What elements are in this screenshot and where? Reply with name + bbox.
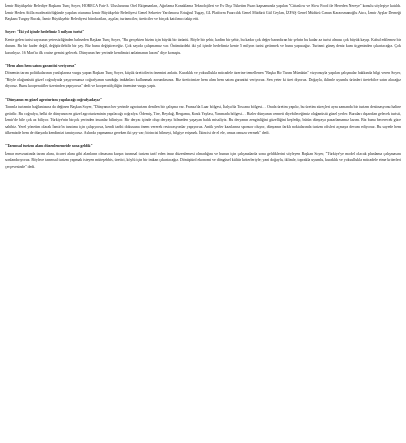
section-heading-tourism-goal: Soyer: "İki yıl içinde hedefimiz 5 milyon turist" — [5, 30, 85, 35]
section-body-zoning: İzmar mevzuatında tarım alanı, ticaret alanı gibi alanların olmasına karşın tarımsal turizm tarif eden imar düzenlemesi olmadığını ve bunun için çalışmalarda sona geldiklerini söyleyen Başkan Soyer, "Türkiye'ye model olacak planlama çalışmasını sonlandırıyoruz. Böylece tarımsal turizm yapmak isteyen müteşebbis, üretici, köylü için bir imkan çıkartacağız. Dönüştürd ekonomi ve döngüsel kültür kriterleriyle; yani doğayla, iklimle, toprakla uyumlu, kuraklık ve yoksullukla mücadele eime kriterleri çerçevesinde" dedi. — [5, 151, 401, 169]
section-heading-purchase-guarantee: "Hem alım hem satım garantisi veriyoruz" — [5, 63, 77, 68]
section-body-tourism-goal: Kente gelen turist sayısının yetersizliğinden bahseden Başkan Tunç Soyer, "Bu gerçekten bizim için büyük bir üzüntü. Böyle bir şehir, kadim bir şehir, bu kadar çok değer barındıran bir şehrin bu kadar az turist alması çok büyük kayıp. Kabul edilemez bir durum. Bu bir kader değil, değiştirilebilir bir şey. Biz bunu değiştireceğiz. Çok sayıda çalışmamız var. Önümüzdeki iki yıl içinde hedefimiz kente 5 milyon turist getirmek ve bunu yapacağız. Turizmi güneş deniz kum üçgeninden çıkartacağız. Çok kararlıyız. 16 Mart'ta ilk cruise gemisi gelecek. Dünyanın her yerinde kendimizi anlatmanın lazım" diye konuştu. — [5, 37, 401, 55]
article-intro: İzmir Büyükşehir Belediye Başkanı Tunç Soyer, HORECA Fair-3. Uluslararası Otel Ekipmanları, Ağırlama Konaklama Teknolojileri ve Ev Dışı Tüketim Fuarı kapsamında yapılan "Cittaslow ve Slow Food ile Hereden Nereye" konulu söyleşiye katıldı. İzmir Heden Atilla moderatörlüğünde yapılan oturuma İzmir Büyükşehir Belediyesi Genel Sekreter Yardımcısı Ertuğrul Tugay, GL Platform Fuarcılık Genel Müdürü Gül Ceylan, İZFAŞ Genel Müdürü Canan Karaosmanoğlu Atıcı, İzmir Ayşlar Derneği Başkanı Turgay Bucak, İzmir Büyükşehir Belediyesi bürokratları, aşçılar, turizmciler, üreticiler ve birçok katılımcı takip etti. — [5, 4, 401, 22]
section-body-purchase-guarantee: Dönemin tarım politikalarının yanlışlarına vurgu yapan Başkan Tunç Soyer, küçük üreticilerin önemini anlattı. Kuraklık ve yoksullukla mücadele üzerine temellenen "Başka Bir Tarım Mümkün" vizyonuyla yapılan çalışmalar hakkında bilgi veren Soyer, "Böyle olağanüstü güzel coğrafyada yaşıyorsunuz coğrafyanın sunduğu imkânları kullanmak zorundasınız. Biz üreticimize hem alım hem satım garantisi veriyoruz. Sen yeter ki üret diyoruz. Doğayla, iklimle uyumlu ürünleri üretebilce satın alacağız diyoruz. Bunu kooperatifler üzerinden yapıyoruz" dedi ve kooperatifçiliğin önemine vurgu yaptı. — [5, 71, 401, 89]
section-heading-agrotourism: "Dünyanın en güzel agroturizm yapılacağı coğrafyadayız" — [5, 97, 103, 102]
section-heading-zoning: "Tarımsal turizm alanı düzenlenemeide sona geldik" — [5, 144, 93, 149]
section-body-agrotourism: Tarımla turizmin bağlantısına da değinen Başkan Soyer, "Dünyanın her yerinde agroturizm denilen bir çalışma var. Fransa'da Luar bölgesi, İtalya'da Toscana bölgesi… Orada üretim yapılır, bu üretim süreçleri aynı zamanda bir turizm destinasyonu haline getirilir. Bu coğrafya, belki de dünyanın en güzel agroturizminin yapılacağı coğrafya. Ödemiş, Tire, Beydağ, Bergama, Kınık Yaylası, Yarımada bölgesi… Bizler dünyanın cenneti diyebileceğimiz olağanüstü güzel yerler. Buraları dışarıdan gelecek turisti, İzmir'de bile çok az biliyor. Türkiye'nin birçok yerinden insanlar biliniyor. Bir deryaı içinde olup deryayı bilmeden yaşayan balık misaliyiz. Bu deryanın zenginliğini güzelliğini keşfedip, bütün dünyaya pazarlamamız lazım. Biz bunu becerecek güce sahibiz. Yerel yönetim olarak İzmir'in tanıtımı için çalışıyoruz, kendi tarihi dokusuna önem vererek restorasyonlar yapıyoruz. Antik yerler kazılarına sponsor oluyor, dünyanın farklı noktalarında turizm ofisleri açmaya devam ediyoruz. Bu sayede hem ülkemizde hem de dünyada kendimizi tanıtıyoruz. Aslında yapmamız gereken iki şey var; birincisi bilmeyi, bilgiye erişmek. İkincisi de el ele, omuz omuza vermek" dedi. — [5, 105, 401, 136]
